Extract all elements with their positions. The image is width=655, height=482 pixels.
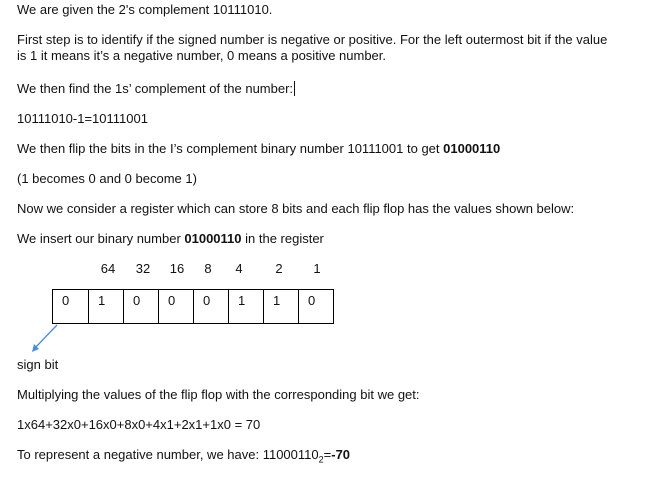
- register-cell: 0: [62, 293, 70, 308]
- line-given: We are given the 2's complement 10111010.: [17, 2, 273, 17]
- bold-result: -70: [331, 447, 351, 462]
- line-calculation: 1x64+32x0+16x0+8x0+4x1+2x1+1x0 = 70: [17, 417, 261, 432]
- register-table: [52, 289, 334, 324]
- line-flip-bits: [17, 141, 500, 157]
- line-ones-complement: [17, 81, 295, 97]
- register-cell: 1: [88, 290, 123, 323]
- line-text: We insert our binary number: [17, 231, 185, 246]
- line-text: We then flip the bits in the I’s complement binary number 10111001 to get: [17, 141, 444, 156]
- line-negative-result: [17, 447, 350, 463]
- sign-bit-arrow-icon: [28, 322, 64, 356]
- paragraph-line: is 1 it means it’s a negative number, 0 means a positive number.: [17, 48, 387, 63]
- line-text: To represent a negative number, we have: 11000110: [17, 447, 319, 462]
- text-cursor: [294, 81, 295, 96]
- register-cell: 0: [193, 290, 228, 323]
- register-cell: 1: [228, 290, 263, 323]
- register-cell: 1: [263, 290, 298, 323]
- bit-weight: 64: [100, 261, 116, 276]
- bit-weight: 8: [204, 261, 212, 276]
- line-flip-note: (1 becomes 0 and 0 become 1): [17, 171, 197, 186]
- register-cell: 0: [158, 290, 193, 323]
- line-register-intro: Now we consider a register which can store 8 bits and each flip flop has the values shown below:: [17, 201, 575, 216]
- line-insert-number: [17, 231, 324, 247]
- line-multiply-intro: Multiplying the values of the flip flop with the corresponding bit we get:: [17, 387, 420, 402]
- register-cell: 0: [123, 290, 158, 323]
- bold-binary: 01000110: [443, 141, 501, 156]
- bit-weight: 4: [235, 261, 243, 276]
- bit-weight: 1: [313, 261, 321, 276]
- bit-weights: [0, 261, 655, 277]
- line-subtraction: 10111010-1=10111001: [17, 111, 148, 126]
- bold-binary: 01000110: [184, 231, 242, 246]
- paragraph-line: First step is to identify if the signed number is negative or positive. For the left outermost bit if the value: [17, 32, 608, 47]
- base-subscript: 2: [318, 454, 324, 465]
- bit-weight: 2: [275, 261, 283, 276]
- bit-weight: 16: [169, 261, 185, 276]
- line-text: in the register: [241, 231, 324, 246]
- paragraph-identify-sign: [17, 32, 607, 64]
- register-cell: 0: [298, 290, 333, 323]
- bit-weight: 32: [135, 261, 151, 276]
- line-text: We then find the 1s’ complement of the number:: [17, 81, 294, 96]
- equals-sign: =: [323, 447, 332, 462]
- sign-bit-label: sign bit: [17, 357, 59, 372]
